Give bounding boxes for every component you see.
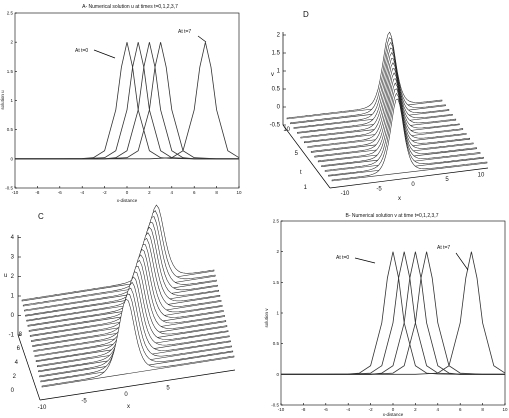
c-t-tick-label: 2 <box>12 374 16 380</box>
c-z-tick-label: 4 <box>10 235 14 241</box>
a-y-tick-label: 0 <box>10 156 13 162</box>
a-y-tick-label: 1 <box>10 98 13 103</box>
a-y-tick-label: 0.5 <box>6 127 13 133</box>
panel-c-z-label: u <box>4 273 8 279</box>
b-y-tick-label: 0.5 <box>272 341 279 347</box>
a-series-t3 <box>15 42 239 159</box>
panel-c-t-ticks <box>8 332 23 394</box>
d-x-tick-label: -10 <box>340 191 350 197</box>
panel-a-curves <box>15 42 239 159</box>
panel-d-y-label: t <box>300 170 302 176</box>
panel-d <box>270 10 488 202</box>
panel-a <box>0 4 242 203</box>
panel-a-x-ticks <box>12 186 242 195</box>
c-x-tick-label: 0 <box>124 392 128 398</box>
b-x-tick-label: 8 <box>481 407 484 412</box>
panel-b-annotation-t7: At t=7 <box>437 245 451 251</box>
b-x-tick-label: -2 <box>368 407 373 412</box>
c-x-tick-label: -10 <box>37 405 47 411</box>
c-z-tick-label: 2 <box>10 274 14 280</box>
d-t-tick-label: 10 <box>283 127 290 133</box>
panel-c-label: C <box>38 212 44 221</box>
c-surface-row <box>22 205 214 301</box>
panel-a-plot-box <box>15 13 239 188</box>
panel-b-title: B- Numerical solution v at time t=0,1,2,3,7 <box>345 213 439 219</box>
c-t-tick-label: 8 <box>18 332 22 338</box>
b-y-tick-label: 2 <box>276 249 279 255</box>
d-surface-row <box>287 32 442 119</box>
panel-d-z-label: v <box>271 72 274 78</box>
panel-b-x-label: x-distance <box>382 412 404 417</box>
c-t-tick-label: 6 <box>16 346 20 352</box>
a-x-tick-label: 8 <box>215 190 218 195</box>
b-x-tick-label: -4 <box>346 407 351 412</box>
panel-b <box>264 213 508 417</box>
panel-a-arrow-t7 <box>198 36 206 42</box>
d-x-tick-label: -5 <box>376 186 382 193</box>
panel-c-x-axis <box>40 370 235 400</box>
panel-b-x-ticks <box>278 403 508 412</box>
b-series-t7 <box>281 252 505 375</box>
a-y-tick-label: 2.5 <box>6 10 13 16</box>
panel-b-plot-box <box>281 221 505 405</box>
b-x-tick-label: 4 <box>436 407 440 412</box>
panel-c-x-label: x <box>127 404 130 410</box>
d-z-tick-label: 0.5 <box>271 86 280 93</box>
panel-b-y-label: solution v <box>264 308 269 328</box>
b-series-t0 <box>281 252 505 375</box>
a-series-t0 <box>15 42 239 159</box>
panel-a-arrow-t0 <box>94 50 115 58</box>
b-x-tick-label: 6 <box>458 407 462 412</box>
a-x-tick-label: 0 <box>125 190 129 195</box>
b-series-t1 <box>281 252 505 375</box>
c-z-tick-label: 3 <box>10 254 14 261</box>
a-series-t2 <box>15 42 239 159</box>
b-y-tick-label: 1.5 <box>272 279 279 285</box>
a-series-t1 <box>15 42 239 159</box>
panel-d-surface <box>287 32 487 184</box>
c-t-tick-label: 4 <box>14 360 18 366</box>
d-x-tick-label: 10 <box>477 172 485 179</box>
panel-c-x-ticks <box>38 386 171 412</box>
panel-a-y-label: solution u <box>0 90 5 110</box>
panel-b-arrow-t0 <box>355 258 375 263</box>
panel-a-title: A- Numerical solution u at times t=0,1,2,3,7 <box>82 4 178 10</box>
a-x-tick-label: -8 <box>35 190 40 195</box>
d-x-tick-label: 5 <box>445 177 449 184</box>
a-y-tick-label: 2 <box>10 39 13 45</box>
panel-d-label: D <box>303 10 309 19</box>
panel-b-annotation-t0: At t=0 <box>336 255 350 261</box>
a-x-tick-label: 2 <box>148 190 151 195</box>
a-x-tick-label: 6 <box>192 190 196 195</box>
b-y-tick-label: -0.5 <box>271 402 279 408</box>
c-z-tick-label: -1 <box>8 332 14 339</box>
panel-d-z-ticks <box>270 33 286 129</box>
b-x-tick-label: -10 <box>277 407 285 412</box>
b-x-tick-label: 0 <box>391 407 395 412</box>
panel-c <box>4 205 235 411</box>
d-t-tick-label: 5 <box>294 151 298 157</box>
d-x-tick-label: 0 <box>411 181 415 188</box>
a-x-tick-label: 10 <box>236 190 242 195</box>
b-x-tick-label: -6 <box>323 407 328 412</box>
panel-b-curves <box>281 252 505 375</box>
d-t-tick-label: 1 <box>303 185 307 191</box>
panel-a-annotation-t0: At t=0 <box>75 48 89 54</box>
d-z-tick-label: 1.5 <box>271 50 280 57</box>
panel-d-x-label: x <box>398 196 401 202</box>
c-t-tick-label: 0 <box>10 388 14 394</box>
b-y-tick-label: 2.5 <box>272 218 279 224</box>
a-y-tick-label: 1.5 <box>6 68 13 74</box>
a-x-tick-label: -10 <box>11 190 19 195</box>
panel-a-x-label: x-distance <box>116 198 138 203</box>
c-x-tick-label: 5 <box>166 385 170 392</box>
c-z-tick-label: 0 <box>10 313 14 319</box>
a-x-tick-label: -4 <box>80 190 85 195</box>
d-z-tick-label: 2 <box>276 32 280 39</box>
panel-a-annotation-t7: At t=7 <box>178 29 192 35</box>
a-x-tick-label: -2 <box>102 190 107 195</box>
b-y-tick-label: 0 <box>276 371 279 377</box>
a-x-tick-label: -6 <box>57 190 62 195</box>
panel-b-arrow-t7 <box>456 253 468 270</box>
c-z-tick-label: 1 <box>10 293 14 300</box>
d-z-tick-label: -0.5 <box>269 122 280 129</box>
d-z-tick-label: 0 <box>276 104 280 111</box>
panel-c-z-ticks <box>9 235 21 339</box>
b-x-tick-label: 10 <box>502 407 508 412</box>
c-surface-row <box>23 211 215 307</box>
b-x-tick-label: -8 <box>301 407 306 412</box>
a-y-tick-label: -0.5 <box>5 185 13 191</box>
panel-c-surface <box>22 205 234 387</box>
a-x-tick-label: 4 <box>170 190 174 195</box>
c-surface-row <box>26 222 218 316</box>
c-x-tick-label: -5 <box>81 398 87 405</box>
d-surface-row <box>291 38 446 124</box>
d-z-tick-label: 1 <box>276 68 280 75</box>
b-series-t3 <box>281 252 505 375</box>
a-series-t7 <box>15 42 239 159</box>
b-series-t2 <box>281 252 505 375</box>
b-y-tick-label: 1 <box>276 310 279 316</box>
c-surface-row <box>24 217 216 312</box>
b-x-tick-label: 2 <box>414 407 417 412</box>
